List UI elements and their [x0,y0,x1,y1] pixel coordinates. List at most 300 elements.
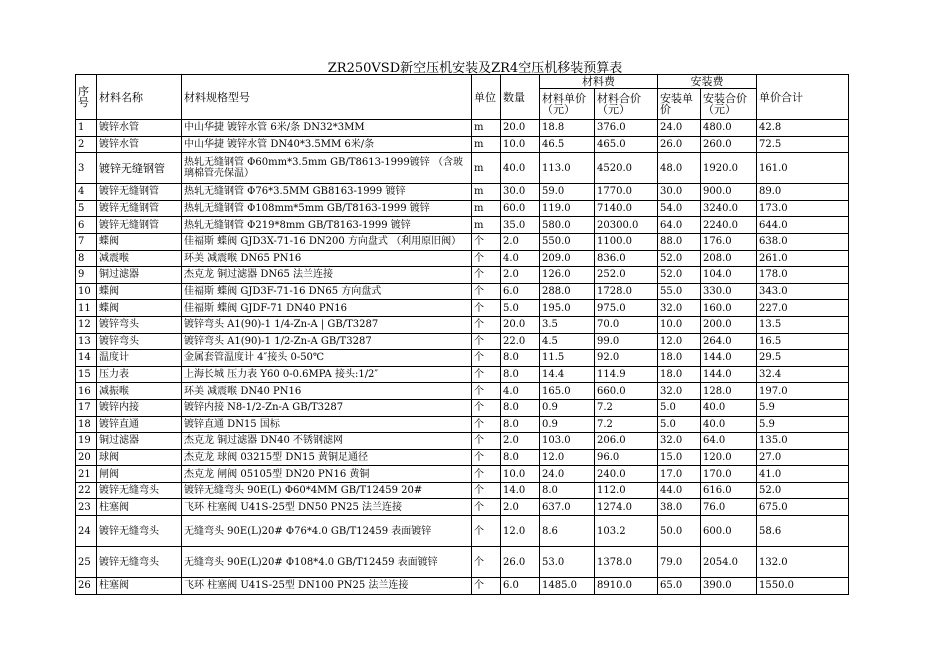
unit: 个 [472,547,501,578]
install-unit-price: 50.0 [658,516,701,547]
material-unit-price: 550.0 [540,233,595,250]
quantity: 12.0 [501,516,540,547]
material-spec: 镀锌无缝弯头 90E(L) Φ60*4MM GB/T12459 20# [182,482,472,499]
quantity: 20.0 [501,316,540,333]
header-mat-unit-price: 材料单价（元） [540,89,595,120]
table-row [76,316,849,333]
unit-price-sum: 161.0 [757,153,849,184]
install-unit-price: 30.0 [658,184,701,201]
install-unit-price: 5.0 [658,399,701,416]
install-total: 2240.0 [701,217,757,234]
material-name: 压力表 [97,366,182,383]
material-unit-price: 126.0 [540,267,595,284]
install-total: 144.0 [701,366,757,383]
unit-price-sum: 5.9 [757,416,849,433]
material-name: 镀锌无缝钢管 [97,217,182,234]
unit: 个 [472,316,501,333]
install-total: 40.0 [701,399,757,416]
quantity: 2.0 [501,233,540,250]
install-unit-price: 52.0 [658,267,701,284]
material-unit-price: 0.9 [540,399,595,416]
budget-table [75,74,849,595]
unit: 个 [472,300,501,317]
row-number: 19 [76,433,97,450]
material-total: 7.2 [595,416,658,433]
install-total: 616.0 [701,482,757,499]
unit: m [472,217,501,234]
header-install-fee: 安装费 [658,75,757,89]
material-unit-price: 103.0 [540,433,595,450]
row-number: 21 [76,466,97,483]
material-total: 99.0 [595,333,658,350]
material-spec: 镀锌弯头 A1(90)-1 1/4-Zn-A | GB/T3287 [182,316,472,333]
install-unit-price: 38.0 [658,499,701,516]
header-unit: 单位 [472,75,501,120]
material-spec: 杰克龙 铜过滤器 DN40 不锈钢滤网 [182,433,472,450]
table-row [76,399,849,416]
unit: 个 [472,333,501,350]
install-total: 176.0 [701,233,757,250]
quantity: 14.0 [501,482,540,499]
material-spec: 佳福斯 蝶阀 GJD3F-71-16 DN65 方向盘式 [182,283,472,300]
material-name: 减振喉 [97,383,182,400]
unit-price-sum: 675.0 [757,499,849,516]
install-unit-price: 24.0 [658,120,701,137]
material-total: 206.0 [595,433,658,450]
table-row [76,482,849,499]
unit: 个 [472,516,501,547]
row-number: 12 [76,316,97,333]
material-spec: 无缝弯头 90E(L)20# Φ76*4.0 GB/T12459 表面镀锌 [182,516,472,547]
material-unit-price: 24.0 [540,466,595,483]
material-total: 465.0 [595,136,658,153]
material-spec: 杰克龙 铜过滤器 DN65 法兰连接 [182,267,472,284]
quantity: 20.0 [501,120,540,137]
material-name: 镀锌无缝钢管 [97,200,182,217]
material-name: 镀锌无缝弯头 [97,482,182,499]
material-total: 7.2 [595,399,658,416]
material-total: 112.0 [595,482,658,499]
material-unit-price: 195.0 [540,300,595,317]
material-unit-price: 0.9 [540,416,595,433]
material-unit-price: 12.0 [540,449,595,466]
install-total: 120.0 [701,449,757,466]
unit: m [472,200,501,217]
material-name: 柱塞阀 [97,499,182,516]
material-spec: 环美 减震喉 DN40 PN16 [182,383,472,400]
material-unit-price: 11.5 [540,350,595,367]
row-number: 14 [76,350,97,367]
quantity: 5.0 [501,300,540,317]
material-name: 蝶阀 [97,300,182,317]
table-row [76,547,849,578]
row-number: 11 [76,300,97,317]
install-total: 76.0 [701,499,757,516]
row-number: 24 [76,516,97,547]
unit: m [472,120,501,137]
unit: 个 [472,578,501,595]
row-number: 25 [76,547,97,578]
material-unit-price: 14.4 [540,366,595,383]
material-spec: 镀锌直通 DN15 国标 [182,416,472,433]
material-name: 镀锌水管 [97,136,182,153]
row-number: 10 [76,283,97,300]
material-spec: 佳福斯 蝶阀 GJDF-71 DN40 PN16 [182,300,472,317]
row-number: 15 [76,366,97,383]
material-spec: 飞环 柱塞阀 U41S-25型 DN100 PN25 法兰连接 [182,578,472,595]
material-spec: 镀锌弯头 A1(90)-1 1/2-Zn-A GB/T3287 [182,333,472,350]
row-number: 8 [76,250,97,267]
unit-price-sum: 89.0 [757,184,849,201]
row-number: 3 [76,153,97,184]
unit-price-sum: 1550.0 [757,578,849,595]
install-unit-price: 44.0 [658,482,701,499]
material-unit-price: 18.8 [540,120,595,137]
material-total: 8910.0 [595,578,658,595]
table-row [76,120,849,137]
material-name: 镀锌无缝钢管 [97,184,182,201]
material-total: 252.0 [595,267,658,284]
material-spec: 金属套管温度计 4″接头 0-50℃ [182,350,472,367]
install-unit-price: 54.0 [658,200,701,217]
quantity: 26.0 [501,547,540,578]
material-unit-price: 637.0 [540,499,595,516]
material-total: 376.0 [595,120,658,137]
material-spec: 热轧无缝钢管 Φ76*3.5MM GB8163-1999 镀锌 [182,184,472,201]
unit: 个 [472,466,501,483]
install-total: 1920.0 [701,153,757,184]
install-total: 2054.0 [701,547,757,578]
material-name: 铜过滤器 [97,433,182,450]
quantity: 8.0 [501,416,540,433]
install-total: 900.0 [701,184,757,201]
unit: 个 [472,267,501,284]
material-total: 1770.0 [595,184,658,201]
material-name: 减震喉 [97,250,182,267]
material-name: 镀锌无缝弯头 [97,547,182,578]
row-number: 17 [76,399,97,416]
install-unit-price: 32.0 [658,383,701,400]
header-unit-total: 单价合计 [757,75,849,120]
row-number: 23 [76,499,97,516]
install-unit-price: 17.0 [658,466,701,483]
unit: 个 [472,233,501,250]
row-number: 22 [76,482,97,499]
unit-price-sum: 5.9 [757,399,849,416]
material-total: 4520.0 [595,153,658,184]
material-total: 92.0 [595,350,658,367]
material-unit-price: 288.0 [540,283,595,300]
material-spec: 杰克龙 球阀 03215型 DN15 黄铜足通径 [182,449,472,466]
material-spec: 杰克龙 闸阀 05105型 DN20 PN16 黄铜 [182,466,472,483]
table-row [76,383,849,400]
unit: m [472,184,501,201]
install-total: 260.0 [701,136,757,153]
material-spec: 镀锌内接 N8-1/2-Zn-A GB/T3287 [182,399,472,416]
table-row [76,466,849,483]
material-name: 蝶阀 [97,233,182,250]
table-row [76,433,849,450]
install-total: 390.0 [701,578,757,595]
page-title: ZR250VSD新空压机安装及ZR4空压机移装预算表 [327,61,623,76]
install-unit-price: 32.0 [658,300,701,317]
unit: 个 [472,416,501,433]
material-total: 1100.0 [595,233,658,250]
install-unit-price: 55.0 [658,283,701,300]
row-number: 7 [76,233,97,250]
material-unit-price: 165.0 [540,383,595,400]
material-spec: 中山华捷 镀锌水管 6米/条 DN32*3MM [182,120,472,137]
install-total: 3240.0 [701,200,757,217]
row-number: 18 [76,416,97,433]
material-spec: 热轧无缝钢管 Φ60mm*3.5mm GB/T8613-1999镀锌 （含玻璃棉管壳保温） [182,153,472,184]
material-name: 镀锌内接 [97,399,182,416]
unit-price-sum: 52.0 [757,482,849,499]
quantity: 10.0 [501,136,540,153]
row-number: 9 [76,267,97,284]
row-number: 20 [76,449,97,466]
quantity: 4.0 [501,383,540,400]
header-inst-total: 安装合价（元） [701,89,757,120]
row-number: 16 [76,383,97,400]
install-total: 170.0 [701,466,757,483]
quantity: 22.0 [501,333,540,350]
material-unit-price: 4.5 [540,333,595,350]
unit-price-sum: 638.0 [757,233,849,250]
unit: 个 [472,383,501,400]
quantity: 6.0 [501,283,540,300]
quantity: 4.0 [501,250,540,267]
material-total: 103.2 [595,516,658,547]
unit-price-sum: 178.0 [757,267,849,284]
material-spec: 无缝弯头 90E(L)20# Φ108*4.0 GB/T12459 表面镀锌 [182,547,472,578]
material-unit-price: 3.5 [540,316,595,333]
quantity: 2.0 [501,433,540,450]
material-total: 975.0 [595,300,658,317]
material-total: 114.9 [595,366,658,383]
material-name: 温度计 [97,350,182,367]
material-total: 1728.0 [595,283,658,300]
unit-price-sum: 29.5 [757,350,849,367]
material-unit-price: 113.0 [540,153,595,184]
unit-price-sum: 27.0 [757,449,849,466]
unit-price-sum: 16.5 [757,333,849,350]
material-name: 柱塞阀 [97,578,182,595]
header-inst-unit-price: 安装单价 [658,89,701,120]
material-unit-price: 8.6 [540,516,595,547]
unit: 个 [472,482,501,499]
quantity: 2.0 [501,499,540,516]
unit-price-sum: 135.0 [757,433,849,450]
install-total: 104.0 [701,267,757,284]
quantity: 30.0 [501,184,540,201]
unit: 个 [472,250,501,267]
material-total: 1378.0 [595,547,658,578]
row-number: 1 [76,120,97,137]
unit-price-sum: 32.4 [757,366,849,383]
table-row [76,184,849,201]
install-unit-price: 26.0 [658,136,701,153]
table-row [76,217,849,234]
table-row [76,153,849,184]
unit-price-sum: 132.0 [757,547,849,578]
install-total: 600.0 [701,516,757,547]
install-total: 144.0 [701,350,757,367]
install-unit-price: 79.0 [658,547,701,578]
table-row [76,499,849,516]
material-unit-price: 59.0 [540,184,595,201]
material-spec: 上海长城 压力表 Y60 0-0.6MPA 接头:1/2″ [182,366,472,383]
material-unit-price: 46.5 [540,136,595,153]
install-total: 480.0 [701,120,757,137]
unit: 个 [472,433,501,450]
material-spec: 热轧无缝钢管 Φ108mm*5mm GB/T8163-1999 镀锌 [182,200,472,217]
quantity: 40.0 [501,153,540,184]
install-total: 264.0 [701,333,757,350]
material-name: 球阀 [97,449,182,466]
material-total: 836.0 [595,250,658,267]
material-name: 镀锌无缝钢管 [97,153,182,184]
material-name: 镀锌水管 [97,120,182,137]
quantity: 2.0 [501,267,540,284]
row-number: 13 [76,333,97,350]
install-unit-price: 48.0 [658,153,701,184]
table-row [76,416,849,433]
quantity: 8.0 [501,350,540,367]
quantity: 8.0 [501,366,540,383]
table-row [76,200,849,217]
material-name: 镀锌直通 [97,416,182,433]
install-unit-price: 52.0 [658,250,701,267]
row-number: 2 [76,136,97,153]
install-total: 40.0 [701,416,757,433]
header-spec: 材料规格型号 [182,75,472,120]
install-unit-price: 64.0 [658,217,701,234]
material-name: 闸阀 [97,466,182,483]
material-total: 240.0 [595,466,658,483]
install-total: 200.0 [701,316,757,333]
quantity: 10.0 [501,466,540,483]
quantity: 60.0 [501,200,540,217]
install-unit-price: 5.0 [658,416,701,433]
material-unit-price: 53.0 [540,547,595,578]
unit-price-sum: 13.5 [757,316,849,333]
material-total: 660.0 [595,383,658,400]
material-unit-price: 1485.0 [540,578,595,595]
install-unit-price: 18.0 [658,366,701,383]
material-total: 70.0 [595,316,658,333]
install-total: 128.0 [701,383,757,400]
install-total: 330.0 [701,283,757,300]
install-unit-price: 10.0 [658,316,701,333]
unit-price-sum: 72.5 [757,136,849,153]
table-row [76,350,849,367]
material-spec: 中山华捷 镀锌水管 DN40*3.5MM 6米/条 [182,136,472,153]
install-unit-price: 18.0 [658,350,701,367]
unit: 个 [472,499,501,516]
material-name: 镀锌弯头 [97,316,182,333]
unit: 个 [472,449,501,466]
header-seq: 序号 [76,75,97,120]
header-qty: 数量 [501,75,540,120]
header-material-fee: 材料费 [540,75,658,89]
material-spec: 飞环 柱塞阀 U41S-25型 DN50 PN25 法兰连接 [182,499,472,516]
unit: 个 [472,350,501,367]
unit: 个 [472,366,501,383]
table-row [76,516,849,547]
install-unit-price: 65.0 [658,578,701,595]
unit: m [472,136,501,153]
quantity: 35.0 [501,217,540,234]
material-unit-price: 580.0 [540,217,595,234]
material-spec: 佳福斯 蝶阀 GJD3X-71-16 DN200 方向盘式 （利用原旧阀） [182,233,472,250]
row-number: 6 [76,217,97,234]
material-spec: 环美 减震喉 DN65 PN16 [182,250,472,267]
unit-price-sum: 644.0 [757,217,849,234]
unit-price-sum: 58.6 [757,516,849,547]
table-row [76,366,849,383]
unit: 个 [472,399,501,416]
table-row [76,578,849,595]
table-row [76,333,849,350]
material-unit-price: 119.0 [540,200,595,217]
install-unit-price: 32.0 [658,433,701,450]
row-number: 4 [76,184,97,201]
install-total: 160.0 [701,300,757,317]
material-name: 蝶阀 [97,283,182,300]
unit-price-sum: 42.8 [757,120,849,137]
unit-price-sum: 261.0 [757,250,849,267]
install-unit-price: 88.0 [658,233,701,250]
material-name: 镀锌无缝弯头 [97,516,182,547]
quantity: 6.0 [501,578,540,595]
material-total: 96.0 [595,449,658,466]
install-unit-price: 12.0 [658,333,701,350]
unit-price-sum: 227.0 [757,300,849,317]
unit-price-sum: 343.0 [757,283,849,300]
table-row [76,267,849,284]
unit: m [472,153,501,184]
quantity: 8.0 [501,449,540,466]
unit-price-sum: 41.0 [757,466,849,483]
unit-price-sum: 173.0 [757,200,849,217]
row-number: 26 [76,578,97,595]
table-row [76,449,849,466]
header-name: 材料名称 [97,75,182,120]
install-unit-price: 15.0 [658,449,701,466]
table-row [76,233,849,250]
install-total: 208.0 [701,250,757,267]
material-total: 20300.0 [595,217,658,234]
material-total: 1274.0 [595,499,658,516]
table-row [76,283,849,300]
material-total: 7140.0 [595,200,658,217]
row-number: 5 [76,200,97,217]
quantity: 8.0 [501,399,540,416]
unit-price-sum: 197.0 [757,383,849,400]
material-unit-price: 8.0 [540,482,595,499]
header-mat-total: 材料合价（元） [595,89,658,120]
material-name: 镀锌弯头 [97,333,182,350]
install-total: 64.0 [701,433,757,450]
unit: 个 [472,283,501,300]
table-row [76,300,849,317]
material-name: 铜过滤器 [97,267,182,284]
material-unit-price: 209.0 [540,250,595,267]
table-row [76,136,849,153]
material-spec: 热轧无缝钢管 Φ219*8mm GB/T8163-1999 镀锌 [182,217,472,234]
table-row [76,250,849,267]
